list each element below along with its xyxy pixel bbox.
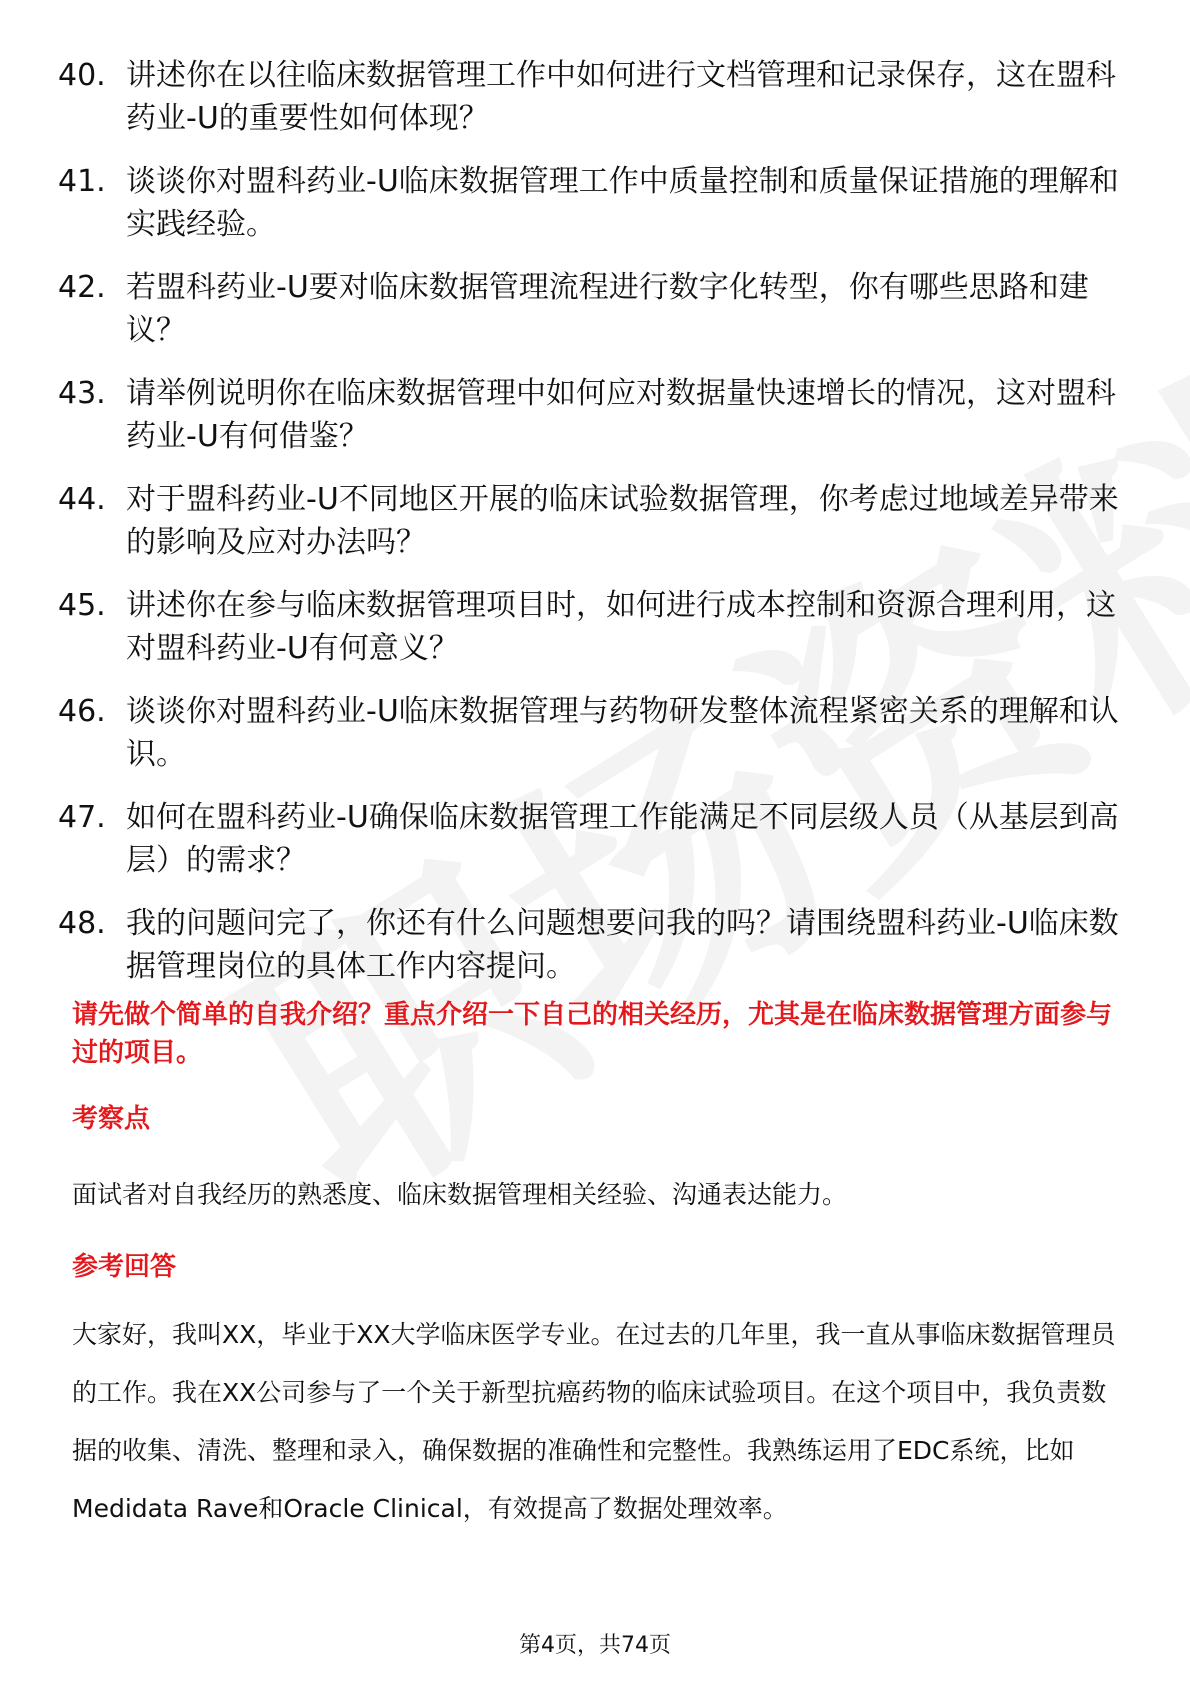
question-list [58, 54, 1138, 1008]
list-item [58, 690, 1138, 776]
question-text: 讲述你在以往临床数据管理工作中如何进行文档管理和记录保存，这在盟科药业-U的重要性如何体现？ [126, 58, 1116, 136]
question-number: 47. [58, 800, 106, 835]
answer-text: 大家好，我叫XX，毕业于XX大学临床医学专业。在过去的几年里，我一直从事临床数据管理员的工作。我在XX公司参与了一个关于新型抗癌药物的临床试验项目。在这个项目中，我负责数据的收集、清洗、整理和录入，确保数据的准确性和完整性。我熟练运用了EDC系统，比如Medidata Rave和Oracle Clinical，有效提高了数据处理效率。 [72, 1320, 1116, 1523]
featured-question: 请先做个简单的自我介绍？重点介绍一下自己的相关经历，尤其是在临床数据管理方面参与过的项目。 [72, 1000, 1113, 1068]
question-number: 45. [58, 588, 106, 623]
list-item [58, 54, 1138, 140]
question-number: 40. [58, 58, 106, 93]
question-text: 对于盟科药业-U不同地区开展的临床试验数据管理，你考虑过地域差异带来的影响及应对办法吗？ [126, 482, 1119, 560]
question-text: 如何在盟科药业-U确保临床数据管理工作能满足不同层级人员（从基层到高层）的需求？ [126, 800, 1119, 878]
focus-heading: 考察点 [72, 1104, 151, 1134]
list-item [58, 584, 1138, 670]
list-item [58, 902, 1138, 988]
question-number: 44. [58, 482, 106, 517]
list-item [58, 796, 1138, 882]
question-number: 48. [58, 906, 106, 941]
question-text: 谈谈你对盟科药业-U临床数据管理工作中质量控制和质量保证措施的理解和实践经验。 [126, 164, 1119, 242]
page-number: 第4页，共74页 [519, 1633, 671, 1658]
list-item [58, 160, 1138, 246]
question-number: 43. [58, 376, 106, 411]
question-text: 我的问题问完了，你还有什么问题想要问我的吗？请围绕盟科药业-U临床数据管理岗位的具体工作内容提问。 [126, 906, 1119, 984]
focus-text: 面试者对自我经历的熟悉度、临床数据管理相关经验、沟通表达能力。 [72, 1180, 848, 1209]
answer-heading: 参考回答 [72, 1252, 177, 1282]
list-item [58, 372, 1138, 458]
question-number: 46. [58, 694, 106, 729]
question-number: 41. [58, 164, 106, 199]
list-item [58, 478, 1138, 564]
question-number: 42. [58, 270, 106, 305]
question-text: 请举例说明你在临床数据管理中如何应对数据量快速增长的情况，这对盟科药业-U有何借鉴？ [126, 376, 1116, 454]
question-text: 谈谈你对盟科药业-U临床数据管理与药物研发整体流程紧密关系的理解和认识。 [126, 694, 1119, 772]
question-text: 若盟科药业-U要对临床数据管理流程进行数字化转型，你有哪些思路和建议？ [126, 270, 1089, 348]
list-item [58, 266, 1138, 352]
question-text: 讲述你在参与临床数据管理项目时，如何进行成本控制和资源合理利用，这对盟科药业-U有何意义？ [126, 588, 1116, 666]
